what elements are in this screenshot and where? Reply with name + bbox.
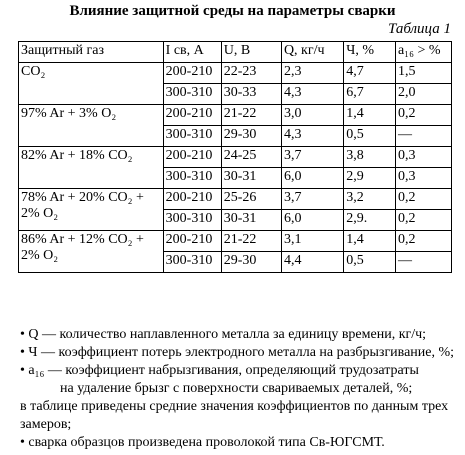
cell-current: 300-310: [163, 84, 221, 105]
cell-ch: 2,9.: [344, 210, 396, 231]
note-wire: • сварка образцов произведена проволокой типа Св-ЮГСМТ.: [20, 435, 385, 450]
cell-ch: 0,5: [344, 252, 396, 273]
cell-q: 4,4: [281, 252, 343, 273]
cell-voltage: 30-31: [221, 210, 281, 231]
cell-voltage: 25-26: [221, 189, 281, 210]
cell-q: 3,0: [281, 105, 343, 126]
cell-current: 300-310: [163, 168, 221, 189]
cell-a16: —: [395, 252, 451, 273]
cell-q: 3,1: [281, 231, 343, 252]
cell-ch: 2,9: [344, 168, 396, 189]
cell-ch: 3,8: [344, 147, 396, 168]
header-gas: Защитный газ: [19, 42, 164, 63]
cell-current: 200-210: [163, 189, 221, 210]
cell-voltage: 29-30: [221, 252, 281, 273]
table-row: [19, 231, 452, 252]
cell-ch: 4,7: [344, 63, 396, 84]
cell-voltage: 21-22: [221, 105, 281, 126]
header-voltage: U, В: [221, 42, 281, 63]
gas-cell: CO₂: [19, 63, 164, 105]
table-row: [19, 105, 452, 126]
gas-cell: 82% Ar + 18% CO₂: [19, 147, 164, 189]
cell-voltage: 30-33: [221, 84, 281, 105]
cell-current: 200-210: [163, 63, 221, 84]
cell-ch: 0,5: [344, 126, 396, 147]
table-row: [19, 189, 452, 210]
cell-a16: 0,2: [395, 105, 451, 126]
note-a16: • a₁₆ — коэффициент набрызгивания, определяющий трудозатраты: [20, 363, 419, 378]
header-a16: a₁₆ > %: [395, 42, 451, 63]
cell-current: 300-310: [163, 126, 221, 147]
cell-a16: 0,2: [395, 231, 451, 252]
header-current: I св, А: [163, 42, 221, 63]
cell-a16: 0,3: [395, 168, 451, 189]
cell-current: 300-310: [163, 252, 221, 273]
cell-q: 6,0: [281, 210, 343, 231]
gas-cell: 86% Ar + 12% CO₂ + 2% O₂: [19, 231, 164, 273]
cell-current: 200-210: [163, 105, 221, 126]
cell-q: 2,3: [281, 63, 343, 84]
table-row: [19, 147, 452, 168]
table-notes: [20, 326, 460, 452]
cell-current: 300-310: [163, 210, 221, 231]
cell-voltage: 22-23: [221, 63, 281, 84]
table-title: Влияние защитной среды на параметры сварки: [69, 3, 396, 19]
table-row: [19, 63, 452, 84]
cell-current: 200-210: [163, 231, 221, 252]
cell-voltage: 29-30: [221, 126, 281, 147]
note-ch: • Ч — коэффициент потерь электродного металла на разбрызгивание, %;: [20, 345, 455, 360]
cell-voltage: 24-25: [221, 147, 281, 168]
cell-a16: 1,5: [395, 63, 451, 84]
cell-a16: 0,2: [395, 210, 451, 231]
cell-a16: 0,3: [395, 147, 451, 168]
cell-a16: 0,2: [395, 189, 451, 210]
header-ch: Ч, %: [344, 42, 396, 63]
note-a16-continuation: на удаление брызг с поверхности свариваемых деталей, %;: [60, 381, 413, 396]
gas-cell: 78% Ar + 20% CO₂ + 2% O₂: [19, 189, 164, 231]
cell-q: 4,3: [281, 126, 343, 147]
cell-ch: 1,4: [344, 105, 396, 126]
cell-a16: —: [395, 126, 451, 147]
welding-parameters-table: [18, 41, 452, 273]
cell-ch: 1,4: [344, 231, 396, 252]
cell-q: 4,3: [281, 84, 343, 105]
cell-voltage: 21-22: [221, 231, 281, 252]
cell-q: 3,7: [281, 147, 343, 168]
table-header-row: [19, 42, 452, 63]
cell-ch: 3,2: [344, 189, 396, 210]
gas-cell: 97% Ar + 3% O₂: [19, 105, 164, 147]
cell-q: 3,7: [281, 189, 343, 210]
header-q: Q, кг/ч: [281, 42, 343, 63]
cell-a16: 2,0: [395, 84, 451, 105]
cell-ch: 6,7: [344, 84, 396, 105]
note-q: • Q — количество наплавленного металла за единицу времени, кг/ч;: [20, 327, 427, 342]
cell-voltage: 30-31: [221, 168, 281, 189]
note-average: в таблице приведены средние значения коэффициентов по данным трех замеров;: [20, 399, 449, 432]
cell-q: 6,0: [281, 168, 343, 189]
cell-current: 200-210: [163, 147, 221, 168]
table-number: Таблица 1: [388, 21, 451, 37]
